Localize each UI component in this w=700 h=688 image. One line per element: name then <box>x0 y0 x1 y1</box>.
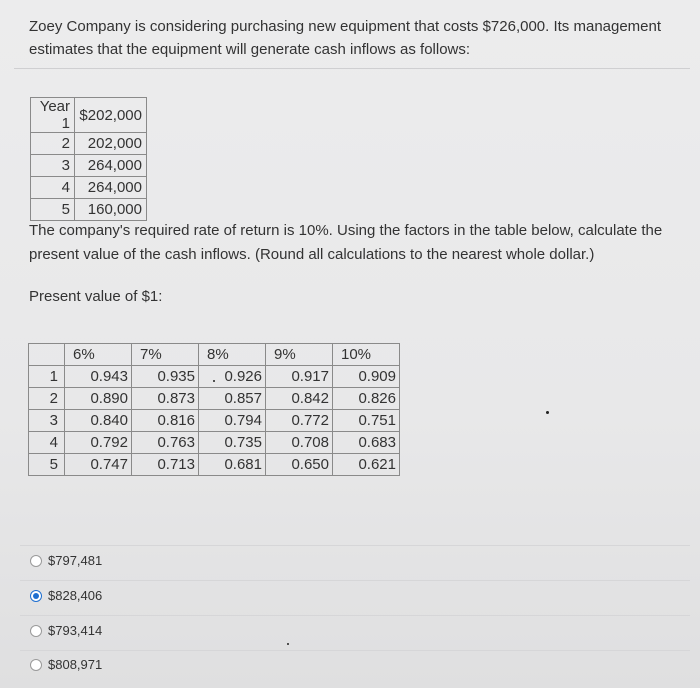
period-cell: 5 <box>29 454 65 476</box>
factor-cell: 0.792 <box>65 432 132 454</box>
rate-header: 9% <box>266 344 333 366</box>
table-row <box>29 454 400 476</box>
factor-cell: 0.713 <box>132 454 199 476</box>
radio-button[interactable] <box>30 625 42 637</box>
period-cell: 3 <box>29 410 65 432</box>
factor-cell: 0.650 <box>266 454 333 476</box>
cash-flow-amount: 160,000 <box>75 199 147 221</box>
radio-button[interactable] <box>30 659 42 671</box>
factor-cell: 0.857 <box>199 388 266 410</box>
factor-cell: 0.747 <box>65 454 132 476</box>
option-divider <box>20 545 690 546</box>
factor-cell: 0.794 <box>199 410 266 432</box>
factor-cell: 0.751 <box>333 410 400 432</box>
table-row <box>31 98 147 133</box>
option-divider <box>20 615 690 616</box>
factor-cell: 0.909 <box>333 366 400 388</box>
pv-table-label: Present value of $1: <box>29 288 163 305</box>
cash-flow-year: Year 1 <box>31 98 75 133</box>
factor-cell: 0.917 <box>266 366 333 388</box>
option-label: $828,406 <box>48 588 103 603</box>
table-row <box>29 432 400 454</box>
table-row <box>29 366 400 388</box>
factor-cell: 0.681 <box>199 454 266 476</box>
factor-cell: 0.826 <box>333 388 400 410</box>
factor-cell: 0.683 <box>333 432 400 454</box>
period-cell: 2 <box>29 388 65 410</box>
option-label: $797,481 <box>48 553 103 568</box>
cash-flow-year: 2 <box>31 133 75 155</box>
cash-flow-table <box>30 97 147 221</box>
table-row <box>31 133 147 155</box>
cash-flow-year: 4 <box>31 177 75 199</box>
factor-cell: 0.840 <box>65 410 132 432</box>
screen-speck <box>546 411 549 414</box>
table-header-row <box>29 344 400 366</box>
factor-cell: 0.772 <box>266 410 333 432</box>
option-label: $808,971 <box>48 657 103 672</box>
divider <box>14 68 690 69</box>
factor-cell: 0.763 <box>132 432 199 454</box>
factor-cell: 0.935 <box>132 366 199 388</box>
option-label: $793,414 <box>48 623 103 638</box>
cash-flow-amount: 202,000 <box>75 133 147 155</box>
factor-cell: 0.943 <box>65 366 132 388</box>
cash-flow-year: 3 <box>31 155 75 177</box>
cash-flow-year: 5 <box>31 199 75 221</box>
table-row <box>31 177 147 199</box>
cash-flow-amount: $202,000 <box>75 98 147 133</box>
factor-cell: 0.842 <box>266 388 333 410</box>
period-cell: 1 <box>29 366 65 388</box>
screen-speck <box>287 643 289 645</box>
factor-cell: 0.890 <box>65 388 132 410</box>
cash-flow-amount: 264,000 <box>75 155 147 177</box>
radio-button[interactable] <box>30 555 42 567</box>
rate-header: 8% <box>199 344 266 366</box>
screen-speck <box>213 380 215 382</box>
factor-cell: 0.708 <box>266 432 333 454</box>
corner-cell <box>29 344 65 366</box>
answer-option-2[interactable] <box>30 588 102 603</box>
radio-button-selected[interactable] <box>30 590 42 602</box>
factor-cell: 0.621 <box>333 454 400 476</box>
rate-header: 7% <box>132 344 199 366</box>
table-row <box>31 155 147 177</box>
cash-flow-amount: 264,000 <box>75 177 147 199</box>
present-value-table <box>28 343 400 476</box>
table-row <box>29 388 400 410</box>
option-divider <box>20 650 690 651</box>
factor-cell: 0.873 <box>132 388 199 410</box>
rate-header: 6% <box>65 344 132 366</box>
table-row <box>31 199 147 221</box>
factor-cell: 0.926 <box>199 366 266 388</box>
answer-option-4[interactable] <box>30 657 102 672</box>
factor-cell: 0.816 <box>132 410 199 432</box>
option-divider <box>20 580 690 581</box>
question-prompt: The company's required rate of return is 10%. Using the factors in the table below, calculate the present value of the cash inflows. (Round all calculations to the nearest whole dollar.) <box>29 222 663 263</box>
table-row <box>29 410 400 432</box>
rate-header: 10% <box>333 344 400 366</box>
question-intro: Zoey Company is considering purchasing new equipment that costs $726,000. Its management estimates that the equipment will generate cash inflows as follows: <box>29 18 662 58</box>
factor-cell: 0.735 <box>199 432 266 454</box>
answer-option-1[interactable] <box>30 553 102 568</box>
period-cell: 4 <box>29 432 65 454</box>
answer-option-3[interactable] <box>30 623 102 638</box>
